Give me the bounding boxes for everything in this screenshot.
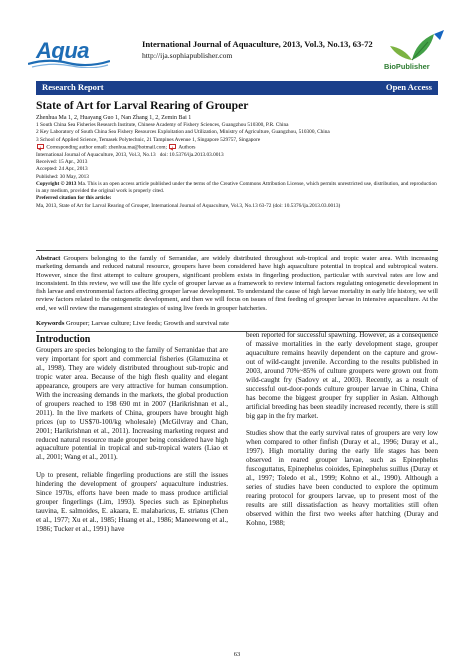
article-type-banner <box>36 81 438 95</box>
journal-url[interactable]: http://ija.sophiapublisher.com <box>142 51 233 60</box>
affiliation-3: 3 School of Applied Science, Temasek Polytechnic, 21 Tampines Avenue 1, Singapore 529757, Singapore <box>36 136 261 143</box>
section-heading-introduction: Introduction <box>36 334 91 345</box>
citation-line <box>36 152 438 159</box>
email-icon <box>37 144 44 149</box>
page-number: 63 <box>233 651 241 658</box>
body-paragraph: been reported for successful spawning. However, as a consequence of massive mortalities in the early development stage, grouper aquaculture remains heavily dependent on the capture and grow-out of wild-caught juvenile. According to the results published in 2003, around 70%~85% of culture groupers were grown out from wild-caught fry (Sadovy et al., 2003). Recently, as a result of successful out-door-ponds culture grouper larvae in China, China has become the biggest grouper fry supplier in Asian. Although artificial breeding has been steadily increased recently, there is still big gap in the fry market. <box>246 331 438 420</box>
preferred-citation-text: Ma, 2013, State of Art for Larval Rearing of Grouper, International Journal of Aquaculture, Vol.3, No.13 63-72 (doi: 10.5376/ija.2013.03.0013) <box>36 202 341 209</box>
aqua-logo <box>28 36 112 70</box>
author-list <box>36 114 438 122</box>
citation-journal: International Journal of Aquaculture, 2013, Vol.3, No.13 <box>36 151 156 158</box>
abstract-label: Abstract <box>36 255 61 262</box>
preferred-label: Preferred citation for this article: <box>36 195 112 202</box>
body-column-right <box>246 331 438 528</box>
affiliation-2: 2 Key Laboratory of South China Sea Fishery Resources Exploitation and Utilization, Ministry of Agriculture, Guangzhou, 510300, China <box>36 129 330 136</box>
body-paragraph: Groupers are species belonging to the family of Serranidae that are very important for sport and commercial fisheries (Glamuzina et al., 1998). They are widely distributed throughout sub-tropic and tropic water area. Because of the high flesh quality and elegant appearance, groupers are very attractive for human consumption. With the increasing demands in the markets, the global production of groupers reached to 198 690 mt in 2007 (Harikrishnan et al., 2011). In the live markets of China, groupers have brought high prices (up to US$70-100/kg wholesale) (McGilvray and Chan, 2001; Harikrishnan et al., 2011). Increasing marketing request and reduced natural resource made grouper being considered have high aquaculture potential in tropical and sub-tropical waters (Liao et al., 2001; Wang et al., 2011). <box>36 346 228 462</box>
open-access-label: Open Access <box>385 82 432 92</box>
copyright-label: Copyright © 2013 <box>36 180 77 187</box>
keywords-label: Keywords <box>36 320 65 327</box>
accepted-date: Accepted: 24 Apr., 2013 <box>36 166 88 173</box>
leaf-icon <box>382 30 452 62</box>
abstract <box>36 255 438 313</box>
journal-header <box>0 0 474 80</box>
body-paragraph: Up to present, reliable fingerling productions are still the issues hindering the development of groupers' aquaculture industries. Since 1970s, efforts have been made to mass produce artificial grouper fingerlings (Lim, 1993). Species such as Epinephelus tauvina, E. salmoides, E. akaara, E. malabaricus, E. striatus (Chen et al., 1977; Xu et al., 1985; Huang et al., 1986; Maneewong et al., 1986; Tucker et al., 1991) have <box>36 471 228 533</box>
copyright-text: Ma. This is an open access article published under the terms of the Creative Commons Attribution License, which permits unrestricted use, distribution, and reproduction in any medium, provided the original work is properly cited. <box>36 180 437 195</box>
preferred-citation-label <box>36 195 438 202</box>
journal-title: International Journal of Aquaculture, 2013, Vol.3, No.13, 63-72 <box>142 39 373 49</box>
corresponding-email[interactable]: Corresponding author email: zhenhua.ma@hotmail.com; <box>46 144 167 151</box>
keywords-text: Grouper; Larvae culture; Live feeds; Growth and survival rate <box>66 320 229 327</box>
body-column-left <box>36 333 228 534</box>
affiliation-1: 1 South China Sea Fisheries Research Institute, Chinese Academy of Fishery Sciences, Guangzhou 510300, P.R. China <box>36 122 289 128</box>
keywords <box>36 320 438 328</box>
aqua-logo-text: Aqua <box>36 38 89 63</box>
article-meta <box>36 114 438 210</box>
biopublisher-logo-text: BioPublisher <box>384 62 430 71</box>
wave-icon <box>28 58 110 68</box>
corresponding-author <box>36 144 438 152</box>
biopublisher-logo <box>382 30 454 74</box>
email-icon <box>169 144 176 149</box>
article-title: State of Art for Larval Rearing of Grouper <box>36 99 249 112</box>
body-paragraph: Studies show that the early survival rates of groupers are very low when compared to other finfish (Duray et al., 1996; Duray et al., 1997). High mortality during the early life stages has been observed in reared grouper larvae, such as Epinephelus fuscoguttatus, Epinephelus coioides, Epinephelus suillus (Duray et al., 1997; Toledo et al., 1999; Kohno et al., 1990). Although a series of studies have been conducted to explore the optimum rearing protocol for groupers larvae, up to present most of the results are still dissatisfaction as heavy mortalities still often observed within the first two weeks after hatching (Duray and Kohno, 1988; <box>246 429 438 527</box>
divider <box>36 250 438 251</box>
doi[interactable]: doi: 10.5376/ija.2013.03.0013 <box>159 151 224 158</box>
copyright-notice <box>36 181 438 196</box>
abstract-text: Groupers belonging to the family of Serranidae, are widely distributed throughout sub-tropical and tropic water area. With increasing marketing demands and reduced natural resource, groupers have been considered have high aquaculture potential in tropical and subtropical waters. However, since the first attempt to culture groupers, significant problem exists in fingerling production, particular with survival rates are low and inconsistent. In this review, we will use the life cycle of grouper larvae as a framework to review internal factors regulating ontogenetic development in fish larvae and environmental factors affecting grouper larvae development. To understand the cause of high larvae mortality in early life history, we will review factors related to the ontogenetic development, and then we will focus on issues of first feeding of grouper larvae in intensive aquaculture. At the end, we will review the management strategies of using live feeds in grouper hatcheries. <box>36 255 439 312</box>
corresponding-suffix: Authors <box>178 144 196 151</box>
article-type-label: Research Report <box>42 82 104 92</box>
received-date: Received: 15 Apr., 2013 <box>36 158 88 165</box>
published-date: Published: 30 May, 2013 <box>36 173 89 180</box>
authors-text: Zhenhua Ma 1, 2, Huayang Guo 1, Nan Zhang 1, 2, Zemin Bai 1 <box>36 115 192 121</box>
